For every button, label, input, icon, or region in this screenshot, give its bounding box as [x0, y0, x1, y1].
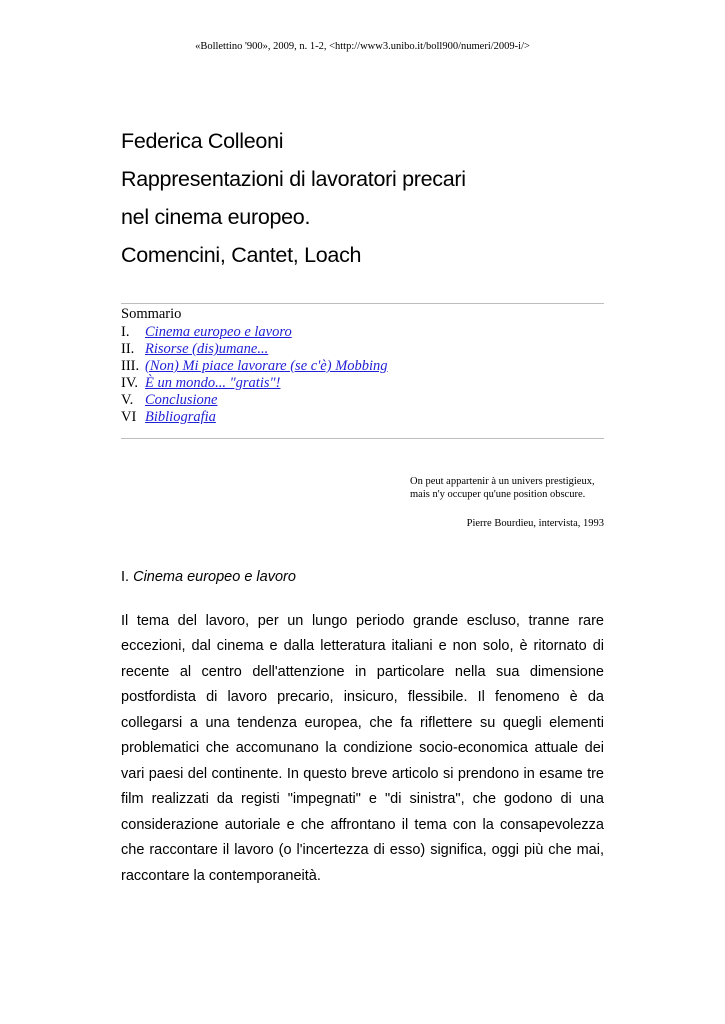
toc-link-gratis[interactable]: È un mondo... "gratis"! [145, 375, 281, 391]
toc-item-number: II. [121, 341, 135, 357]
epigraph-line-1: On peut appartenir à un univers prestigieux, [410, 476, 595, 487]
toc-link-conclusione[interactable]: Conclusione [145, 392, 218, 408]
section-title: Cinema europeo e lavoro [133, 569, 296, 585]
toc-item [121, 409, 216, 426]
toc-link-risorse[interactable]: Risorse (dis)umane... [145, 341, 269, 357]
toc-heading: Sommario [121, 306, 182, 322]
toc-item [121, 324, 292, 341]
toc-item [121, 392, 218, 409]
body-line: che raccontare il lavoro (o l'incertezza di esso) significa, oggi più che mai, [121, 842, 604, 858]
body-line: considerazione autoriale e che affrontano il tema con la consapevolezza [121, 817, 604, 833]
toc-link-mobbing[interactable]: (Non) Mi piace lavorare (se c'è) Mobbing [145, 358, 388, 374]
toc-item [121, 341, 268, 358]
toc-item-number: VI [121, 409, 137, 425]
epigraph-source: Pierre Bourdieu, intervista, 1993 [466, 518, 604, 529]
toc-item [121, 375, 280, 392]
toc-bottom-rule [121, 438, 604, 439]
body-line: postfordista di lavoro precario, insicuro, flessibile. Il fenomeno è da [121, 689, 604, 705]
body-line: eccezioni, dal cinema e dalla letteratura italiani e non solo, è ritornato di [121, 638, 604, 654]
title-line-1: Rappresentazioni di lavoratori precari [121, 167, 466, 191]
toc-link-cinema-europeo[interactable]: Cinema europeo e lavoro [145, 324, 292, 340]
body-line: film realizzati da registi "impegnati" e "di sinistra", che godono di una [121, 791, 604, 807]
body-line: raccontare la contemporaneità. [121, 868, 321, 884]
body-line: vari paesi del continente. In questo breve articolo si prendono in esame tre [121, 766, 604, 782]
body-line: Il tema del lavoro, per un lungo periodo grande escluso, tranne rare [121, 613, 604, 629]
author-name: Federica Colleoni [121, 129, 284, 153]
toc-link-bibliografia[interactable]: Bibliografia [145, 409, 216, 425]
toc-item-number: I. [121, 324, 130, 340]
section-number: I. [121, 569, 130, 585]
body-line: recente al centro dell'attenzione in particolare nella sua dimensione [121, 664, 604, 680]
toc-item-number: IV. [121, 375, 139, 391]
journal-header: «Bollettino '900», 2009, n. 1-2, <http://www3.unibo.it/boll900/numeri/2009-i/> [195, 41, 530, 52]
body-line: problematici che accomunano la condizione socio-economica attuale dei [121, 740, 604, 756]
title-line-2: nel cinema europeo. [121, 205, 311, 229]
toc-item-number: III. [121, 358, 140, 374]
epigraph-line-2: mais n'y occuper qu'une position obscure. [410, 489, 586, 500]
toc-item [121, 358, 388, 375]
title-line-3: Comencini, Cantet, Loach [121, 243, 362, 267]
section-heading [121, 569, 296, 585]
body-line: collegarsi a una tendenza europea, che fa riflettere su quegli elementi [121, 715, 604, 731]
toc-top-rule [121, 303, 604, 304]
toc-item-number: V. [121, 392, 134, 408]
